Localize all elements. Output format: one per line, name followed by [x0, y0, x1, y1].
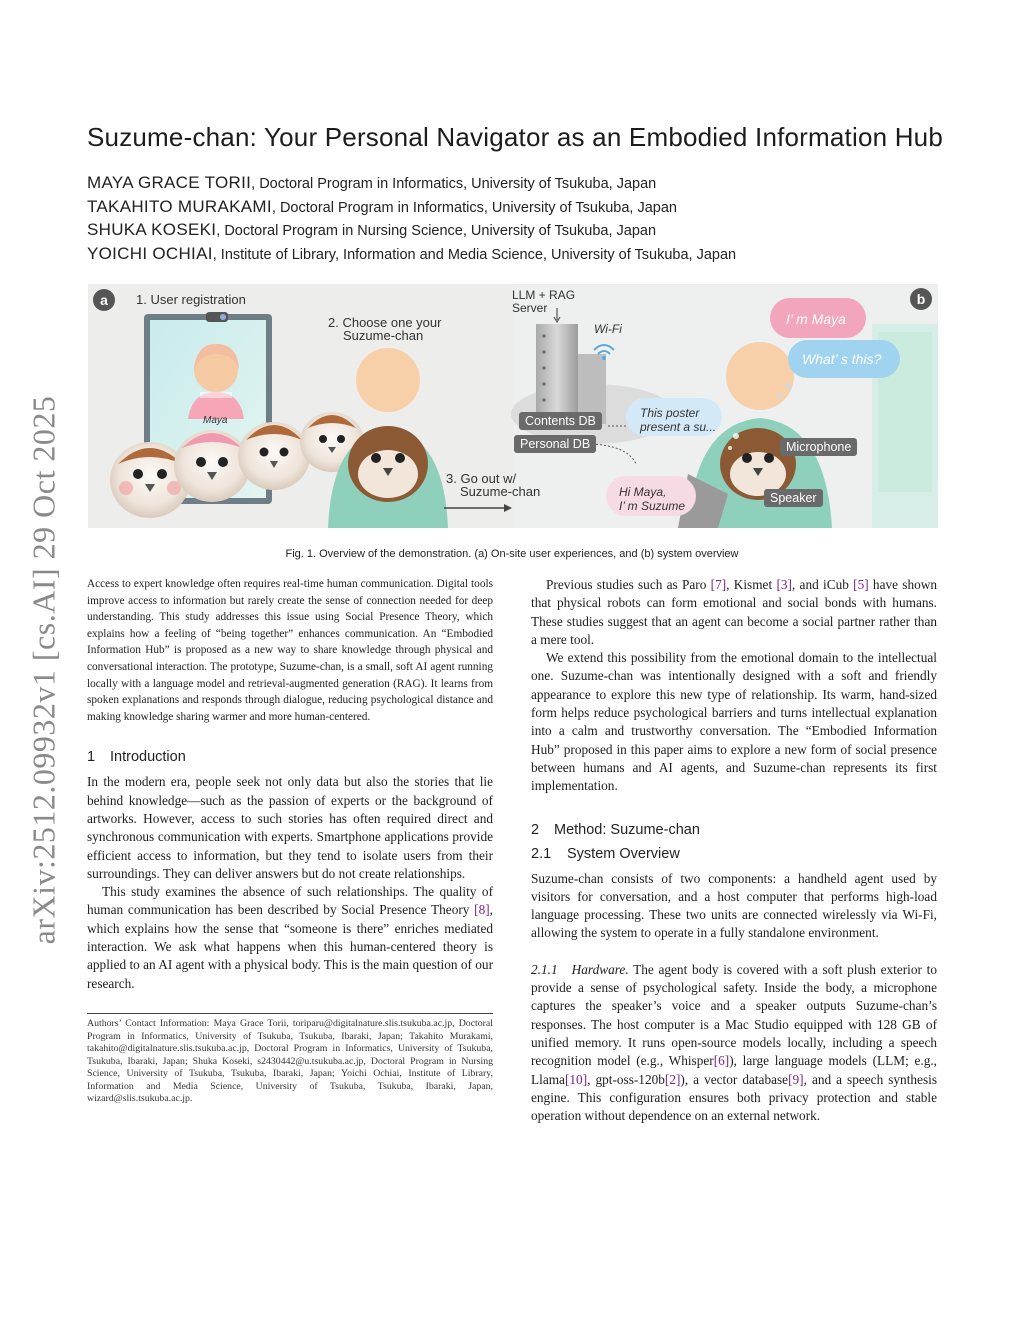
intro-p2-text: , which explains how the sense that “someone is there” enriches mediated interaction. We ask what happens when this human-centered theory is applied to an AI agent with a physical body. This is the main question of our research.: [87, 902, 493, 991]
abstract: Access to expert knowledge often requires real-time human communication. Digital tools improve access to information but rarely create the sense of connection needed for deep understanding. This study addresses this issue using Social Presence Theory, which explains how a feeling of “being together” enhances communication. An “Embodied Information Hub” is proposed as a new way to share knowledge through physical and conversational interaction. The prototype, Suzume-chan, is a small, soft AI agent running locally with a language model and retrieval-augmented generation (RAG). It learns from spoken explanations and responds through dialogue, reducing psychological distance and making knowledge sharing warmer and more human-centered.: [87, 578, 493, 723]
author-entry: [87, 244, 967, 268]
section-title: Introduction: [110, 749, 186, 766]
user-name-tag: Maya: [203, 415, 228, 426]
subsection-title: System Overview: [567, 845, 680, 862]
paragraph-text: Previous studies such as Paro: [546, 577, 711, 592]
paragraph-text: ), large language models (LLM; e.g., Llama: [531, 1053, 937, 1087]
extension-paragraph: We extend this possibility from the emotional domain to the intellectual one. Suzume-chan was intentionally designed with a soft and friendly appearance to explore this new type of relationship. Its warm, hand-sized form helps reduce psychological barriers and turns intellectual explanation into a calm and trustworthy conversation. The “Embodied Information Hub” proposed in this paper aims to explore a new form of social presence between humans and AI agents, and Suzume-chan represents its first implementation.: [531, 650, 937, 794]
system-overview-paragraph: Suzume-chan consists of two components: a handheld agent used by visitors for conversation, and a host computer that performs high-load language processing. These two units are connected wirelessly via Wi-Fi, allowing the system to operate in a fully standalone environment.: [531, 870, 937, 941]
step3-label-line1: 3. Go out w/: [446, 471, 517, 486]
step2-label-line1: 2. Choose one your: [328, 315, 442, 330]
arxiv-identifier-stamp: [6, 380, 82, 960]
step1-label: 1. User registration: [136, 292, 246, 307]
intro-paragraph-1: In the modern era, people seek not only data but also the stories that lie behind knowledge—such as the passion of experts or the background of artworks. However, access to such stories has often required direct and synchronous communication with experts. Smartphone applications provide efficient access to information, but they tend to isolate users from their surroundings. They can deliver answers but do not create relationships.: [87, 774, 493, 881]
section-number: 1: [87, 749, 96, 766]
panel-b-badge: b: [910, 288, 932, 310]
wifi-label: Wi-Fi: [594, 322, 622, 336]
citation-link[interactable]: [7]: [710, 577, 727, 592]
server-label-line2: Server: [512, 301, 548, 315]
step3-label-line2: Suzume-chan: [460, 484, 541, 499]
author-list: [87, 173, 967, 267]
poster-bubble-line2: present a su...: [640, 420, 717, 434]
citation-link[interactable]: [3]: [776, 577, 792, 592]
paragraph-text: have shown that physical robots can form emotional and social bonds with humans. These studies suggest that an agent can become a social partner rather than a mere tool.: [531, 577, 938, 647]
paragraph-text: ), a vector database: [680, 1071, 789, 1087]
author-entry: [87, 220, 967, 244]
paragraph-text: The agent body is covered with a soft plush exterior to provide a sense of psychological safety. Inside the body, a microphone captures the speaker’s voice and a speaker outputs Suzume-chan’s responses. The host computer is a Mac Studio equipped with 128 GB of unified memory. It runs open-source models locally, including a speech recognition model (e.g., Whisper: [531, 961, 937, 1069]
paragraph-text: , gpt-oss-120b: [587, 1071, 665, 1087]
subsection-number: 2.1: [531, 845, 552, 862]
paragraph-text: , and iCub: [791, 577, 854, 592]
left-column: [87, 576, 493, 1106]
arxiv-identifier-text: arXiv:2512.09932v1 [cs.AI] 29 Oct 2025: [25, 395, 62, 945]
greeting-speech-bubble: [606, 476, 696, 516]
right-column: [531, 576, 937, 1125]
question-bubble: What’ s this?: [788, 340, 900, 378]
author-name: MAYA GRACE TORII: [87, 173, 252, 192]
citation-link[interactable]: [2]: [664, 1071, 681, 1087]
citation-link[interactable]: [10]: [564, 1071, 588, 1087]
panel-a-badge: a: [93, 289, 115, 311]
intro-paragraph-2: [87, 883, 493, 993]
paper-title: Suzume-chan: Your Personal Navigator as an Embodied Information Hub: [87, 122, 944, 152]
step2-label-line2: Suzume-chan: [343, 328, 424, 343]
author-entry: [87, 173, 967, 197]
paragraph-text: , and a speech synthesis engine. This configuration ensures both privacy protection and stable operation without dependence on an external network.: [531, 1071, 937, 1124]
section-heading-introduction: [87, 749, 493, 765]
related-work-paragraph: [531, 576, 937, 649]
author-affiliation: , Institute of Library, Information and Media Science, University of Tsukuba, Japan: [212, 246, 737, 263]
poster-bubble-line1: This poster: [640, 406, 700, 420]
personal-db-tag: Personal DB: [514, 435, 596, 453]
overview-figure: [88, 284, 938, 528]
user-intro-bubble: I’ m Maya: [770, 298, 866, 338]
citation-link[interactable]: [9]: [788, 1071, 804, 1087]
hardware-paragraph: [531, 961, 937, 1126]
server-label-line1: LLM + RAG: [512, 288, 576, 302]
author-entry: [87, 197, 967, 221]
greeting-bubble-line1: Hi Maya,: [619, 485, 667, 499]
figure-caption: Fig. 1. Overview of the demonstration. (a) On-site user experiences, and (b) system overview: [285, 548, 739, 560]
speaker-tag: Speaker: [764, 489, 823, 507]
paragraph-text: , Kismet: [726, 577, 777, 592]
section-title: Method: Suzume-chan: [554, 821, 700, 838]
author-name: SHUKA KOSEKI: [87, 220, 217, 239]
author-affiliation: , Doctoral Program in Nursing Science, University of Tsukuba, Japan: [216, 223, 657, 239]
section-heading-method: [531, 822, 937, 838]
subsubsection-number: 2.1.1: [531, 961, 558, 977]
subsubsection-title: Hardware.: [571, 961, 629, 977]
section-number: 2: [531, 821, 540, 838]
intro-p2-text: This study examines the absence of such relationships. The quality of human communication has been described by Social Presence Theory: [87, 884, 493, 918]
author-affiliation: , Doctoral Program in Informatics, University of Tsukuba, Japan: [271, 199, 677, 216]
author-contact-footnote: Authors’ Contact Information: Maya Grace Torii, toriparu@digitalnature.slis.tsukuba.ac.jp, Doctoral Program in Informatics, University of Tsukuba, Tsukuba, Ibaraki, Japan; Takahito Murakami, takahito@digitalnature.slis.tsukuba.ac.jp, Doctoral Program in Informatics, University of Tsukuba, Tsukuba, Ibaraki, Japan; Shuka Koseki, s2430442@u.tsukuba.ac.jp, Doctoral Program in Nursing Science, University of Tsukuba, Tsukuba, Ibaraki, Japan; Yoichi Ochiai, Institute of Library, Information and Media Science, University of Tsukuba, Tsukuba, Ibaraki, Japan, wizard@slis.tsukuba.ac.jp.: [87, 1017, 493, 1105]
microphone-tag: Microphone: [780, 438, 857, 456]
author-name: TAKAHITO MURAKAMI: [87, 196, 272, 216]
greeting-bubble-line2: I’ m Suzume: [619, 499, 686, 513]
author-affiliation: , Doctoral Program in Informatics, University of Tsukuba, Japan: [251, 176, 657, 192]
contents-db-tag: Contents DB: [519, 412, 602, 430]
author-name: YOICHI OCHIAI: [87, 243, 213, 263]
poster-speech-bubble: [626, 398, 722, 436]
citation-link[interactable]: [6]: [713, 1053, 730, 1069]
citation-link[interactable]: [5]: [853, 577, 869, 592]
subsection-heading-system-overview: [531, 846, 937, 862]
citation-link[interactable]: [8]: [474, 902, 490, 918]
